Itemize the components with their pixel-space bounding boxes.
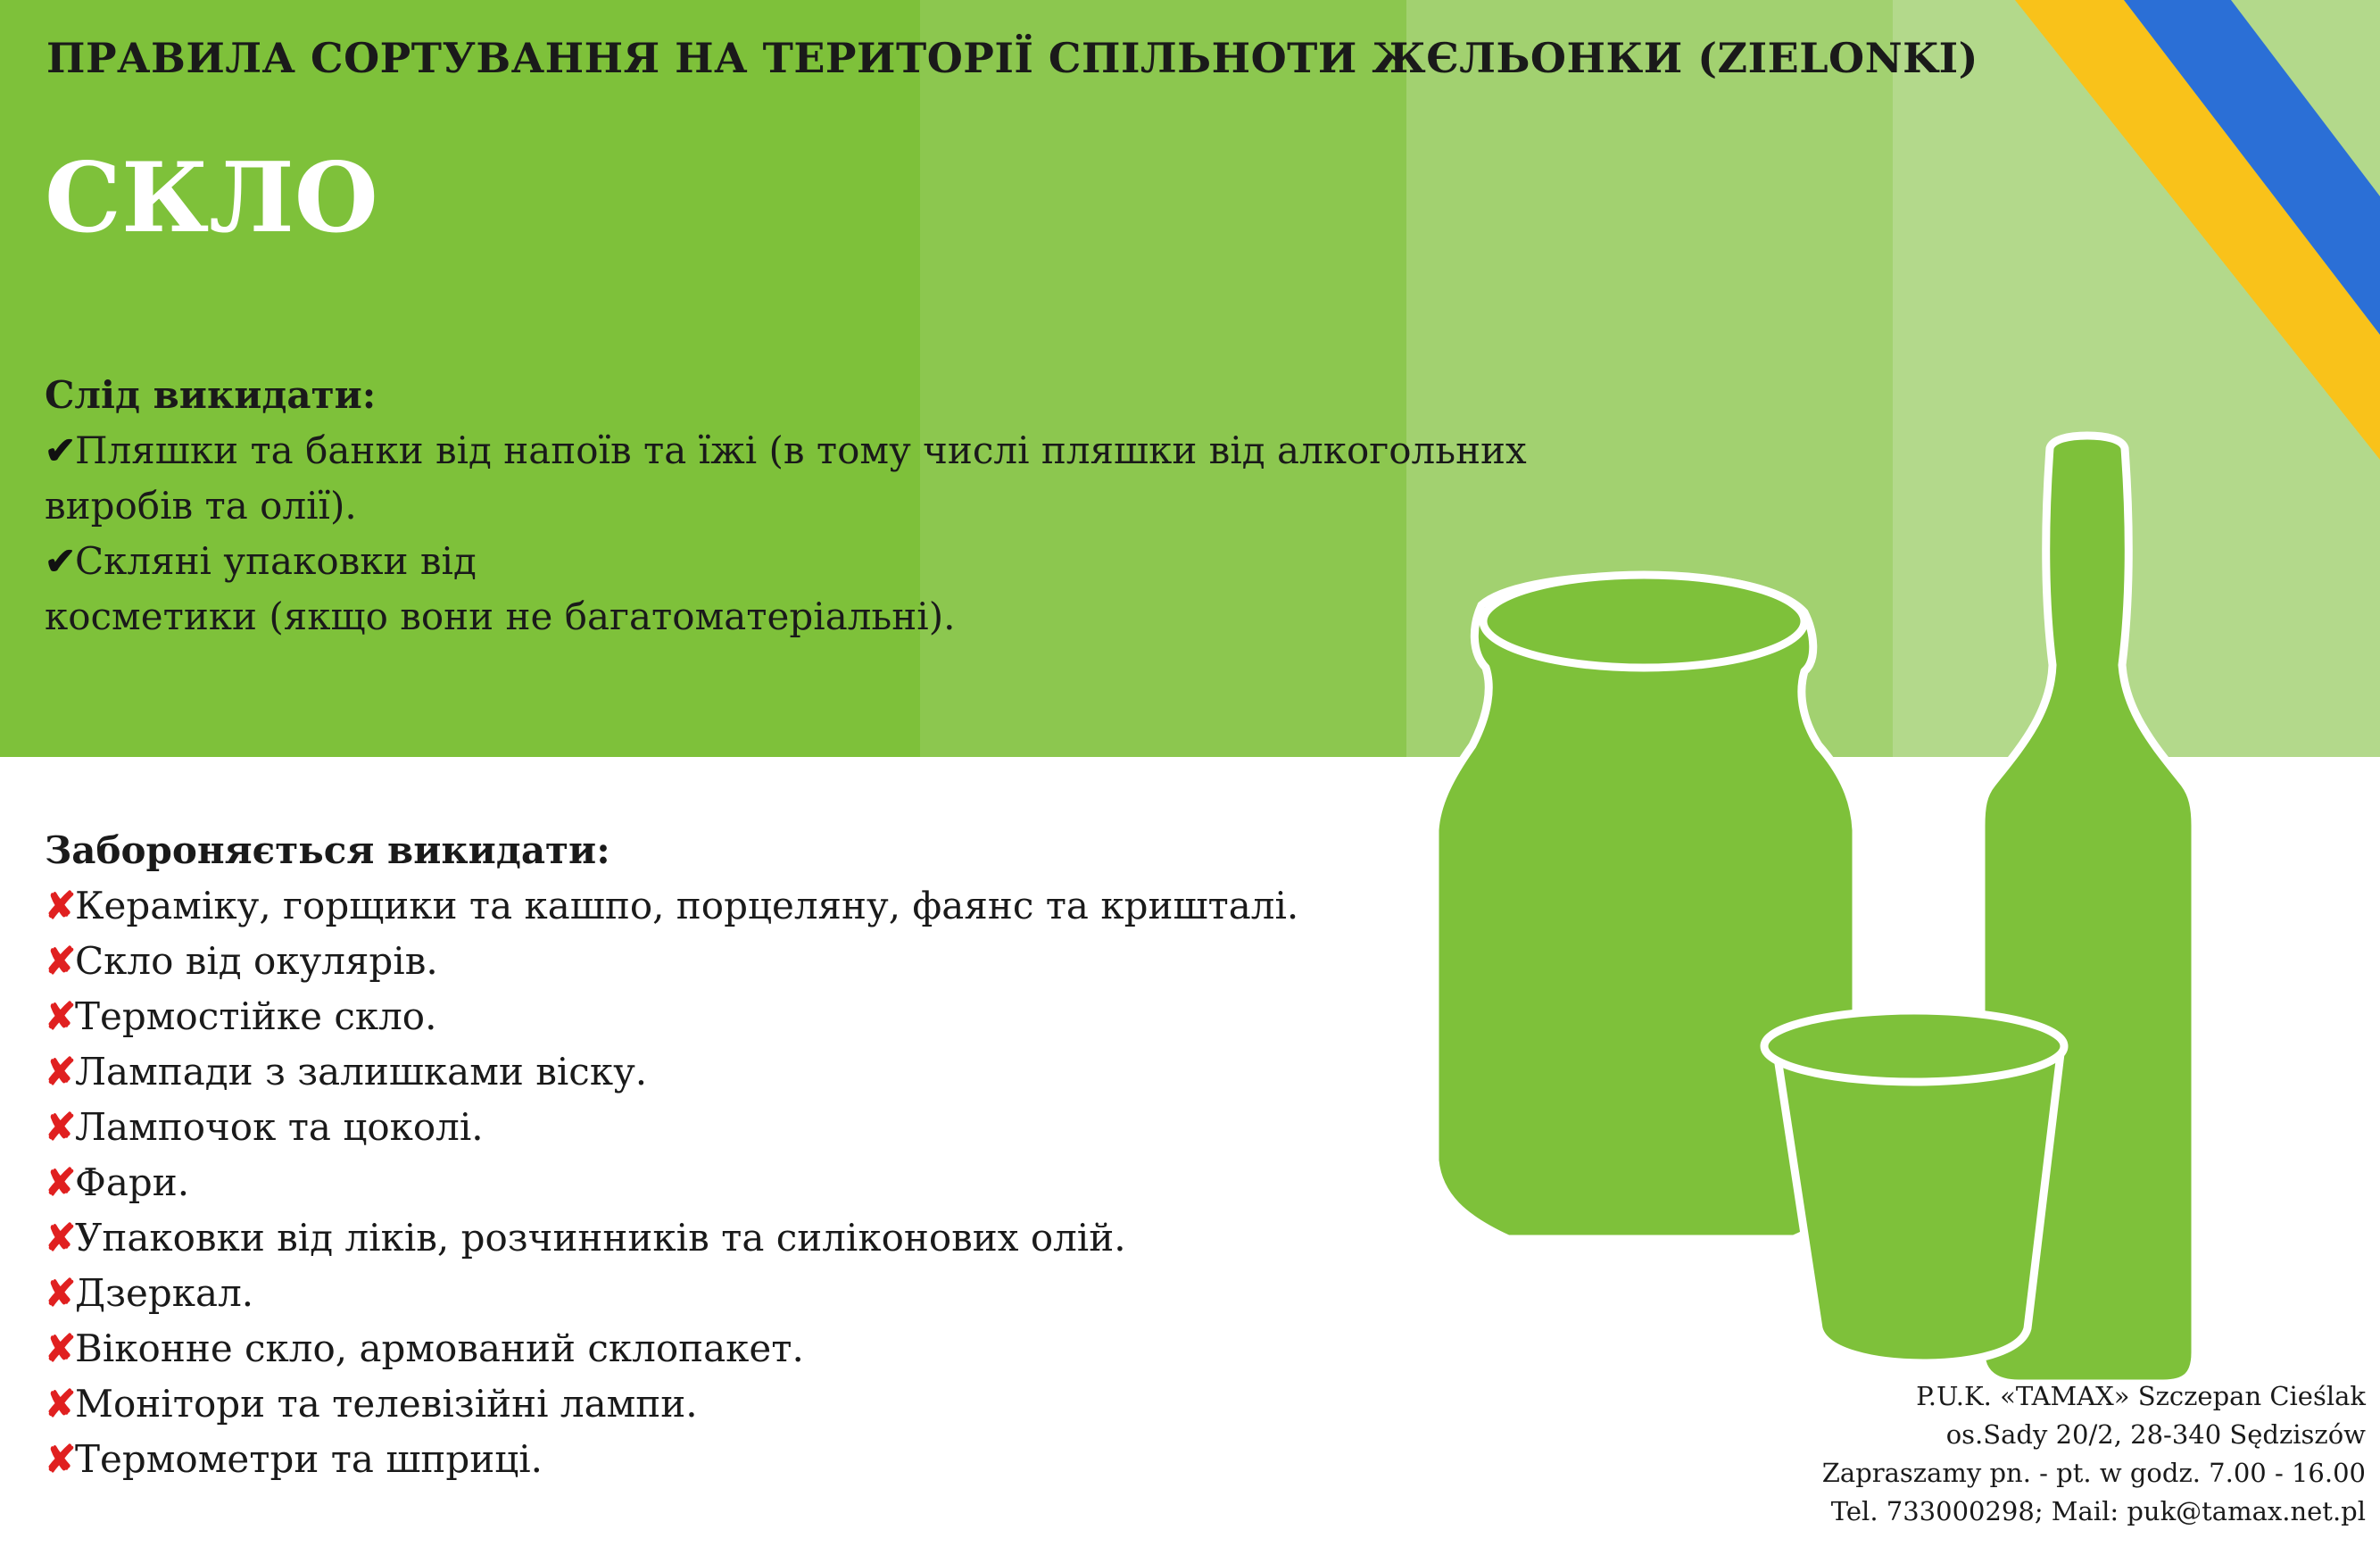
forbidden-item-text: Лампади з залишками віску.	[75, 1050, 648, 1093]
check-icon: ✔	[45, 428, 77, 472]
cross-icon: ✘	[45, 1382, 77, 1426]
footer-address: os.Sady 20/2, 28-340 Sędziszów	[1945, 1419, 2366, 1450]
cross-icon: ✘	[45, 1437, 77, 1481]
forbidden-item-text: Фари.	[75, 1160, 190, 1204]
forbidden-item-text: Віконне скло, армований склопакет.	[75, 1326, 804, 1370]
forbidden-item-text: Дзеркал.	[75, 1271, 254, 1315]
cup-rim	[1764, 1010, 2064, 1082]
cross-icon: ✘	[45, 1050, 77, 1093]
cross-icon: ✘	[45, 939, 77, 983]
cross-icon: ✘	[45, 994, 77, 1038]
jar-rim	[1483, 575, 1804, 668]
forbidden-item-text: Термостійке скло.	[75, 994, 437, 1038]
footer-hours: Zapraszamy pn. - pt. w godz. 7.00 - 16.00	[1821, 1458, 2366, 1488]
cross-icon: ✘	[45, 884, 77, 927]
allowed-heading: Слід викидати:	[45, 373, 377, 417]
footer-contact-line: Tel. 733000298; Mail: puk@tamax.net.pl	[1830, 1496, 2366, 1526]
forbidden-item-text: Лампочок та цоколі.	[75, 1105, 484, 1149]
forbidden-item-text: Монітори та телевізійні лампи.	[75, 1382, 698, 1426]
cross-icon: ✘	[45, 1160, 77, 1204]
cup-icon	[1776, 1046, 2061, 1363]
forbidden-item-text: Кераміку, горщики та кашпо, порцеляну, фаянс та кришталі.	[75, 884, 1299, 927]
cross-icon: ✘	[45, 1271, 77, 1315]
header-title: ПРАВИЛА СОРТУВАННЯ НА ТЕРИТОРІЇ СПІЛЬНОТИ ЖЄЛЬОНКИ (ZIELONKI)	[46, 34, 1978, 82]
allowed-item-continuation: виробів та олії).	[45, 484, 357, 528]
forbidden-item-text: Термометри та шприці.	[75, 1437, 543, 1481]
cross-icon: ✘	[45, 1105, 77, 1149]
footer-contact	[1822, 1377, 2366, 1531]
cross-icon: ✘	[45, 1216, 77, 1260]
allowed-item-continuation: косметики (якщо вони не багатоматеріальні).	[45, 595, 956, 638]
cross-icon: ✘	[45, 1326, 77, 1370]
check-icon: ✔	[45, 539, 77, 583]
forbidden-item-text: Скло від окулярів.	[75, 939, 438, 983]
allowed-item-text: Пляшки та банки від напоїв та їжі (в тому числі пляшки від алкогольних	[75, 428, 1527, 472]
forbidden-item-text: Упаковки від ліків, розчинників та силіконових олій.	[75, 1216, 1126, 1260]
footer-company: P.U.K. «TAMAX» Szczepan Cieślak	[1916, 1381, 2366, 1411]
forbidden-heading: Забороняється викидати:	[45, 828, 610, 872]
page-title: СКЛО	[45, 142, 378, 254]
allowed-item-text: Скляні упаковки від	[75, 539, 477, 583]
